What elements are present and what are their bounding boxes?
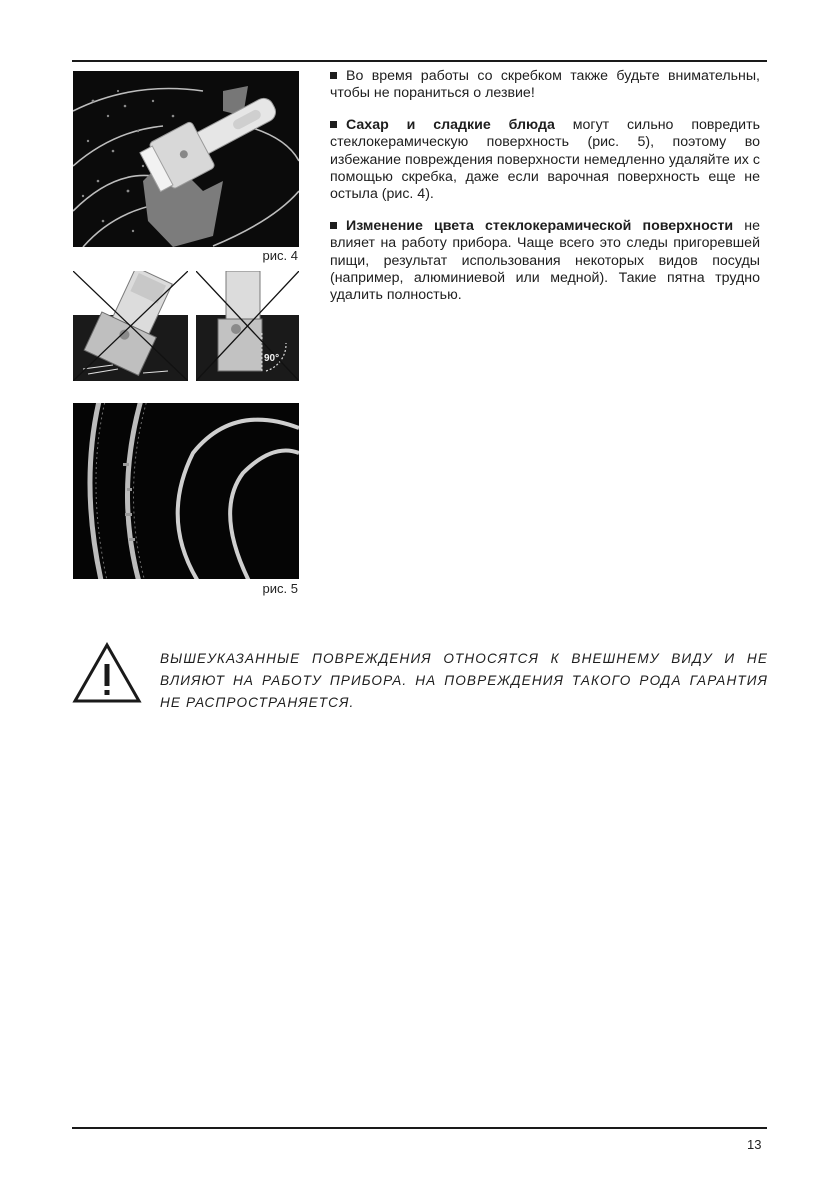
page-number: 13 bbox=[747, 1137, 762, 1152]
bullet-icon bbox=[330, 121, 337, 128]
paragraph-text: могут сильно повредить стеклокерамическую поверхность (рис. 5), поэтому во избежание повреждения поверхности немедленно удаляйте их с помощью скребка, даже если варочная поверхность еще не остыла (рис. 4). bbox=[330, 116, 760, 203]
text-column bbox=[330, 68, 760, 319]
header-rule bbox=[72, 60, 767, 62]
warning-notice bbox=[72, 640, 772, 710]
paragraph-text: не влияет на работу прибора. Чаще всего это следы пригоревшей пищи, результат использования некоторых видов посуды (например, алюминиевой или медной). Такие пятна трудно удалить полностью. bbox=[330, 217, 760, 304]
paragraph-text: Во время работы со скребком также будьте внимательны, чтобы не пораниться о лезвие! bbox=[330, 68, 760, 102]
bullet-icon bbox=[330, 222, 337, 229]
figure-4-caption: рис. 4 bbox=[262, 248, 298, 263]
warning-triangle-icon bbox=[72, 642, 142, 704]
paragraph-bold-lead: Изменение цвета стеклокерамической поверхности bbox=[346, 217, 734, 234]
angle-label: 90° bbox=[264, 353, 280, 364]
figure-scraper-wrong-angle bbox=[73, 271, 188, 381]
figure-5-caption: рис. 5 bbox=[262, 581, 298, 596]
paragraph-scraper-caution bbox=[330, 68, 760, 103]
paragraph-bold-lead: Сахар и сладкие блюда bbox=[346, 116, 555, 133]
figure-scraper-90-degree bbox=[196, 271, 299, 381]
bullet-icon bbox=[330, 72, 337, 79]
paragraph-sugar-damage bbox=[330, 117, 760, 204]
figure-5-damaged-surface-photo bbox=[73, 403, 299, 579]
paragraph-discoloration bbox=[330, 218, 760, 305]
figure-4-scraper-photo bbox=[73, 71, 299, 247]
warning-text: ВЫШЕУКАЗАННЫЕ ПОВРЕЖДЕНИЯ ОТНОСЯТСЯ К ВНЕШНЕМУ ВИДУ И НЕ ВЛИЯЮТ НА РАБОТУ ПРИБОРА. НА ПОВРЕЖДЕНИЯ ТАКОГО РОДА ГАРАНТИЯ НЕ РАСПРОСТРАНЯЕТСЯ. bbox=[160, 651, 768, 710]
footer-rule bbox=[72, 1127, 767, 1129]
